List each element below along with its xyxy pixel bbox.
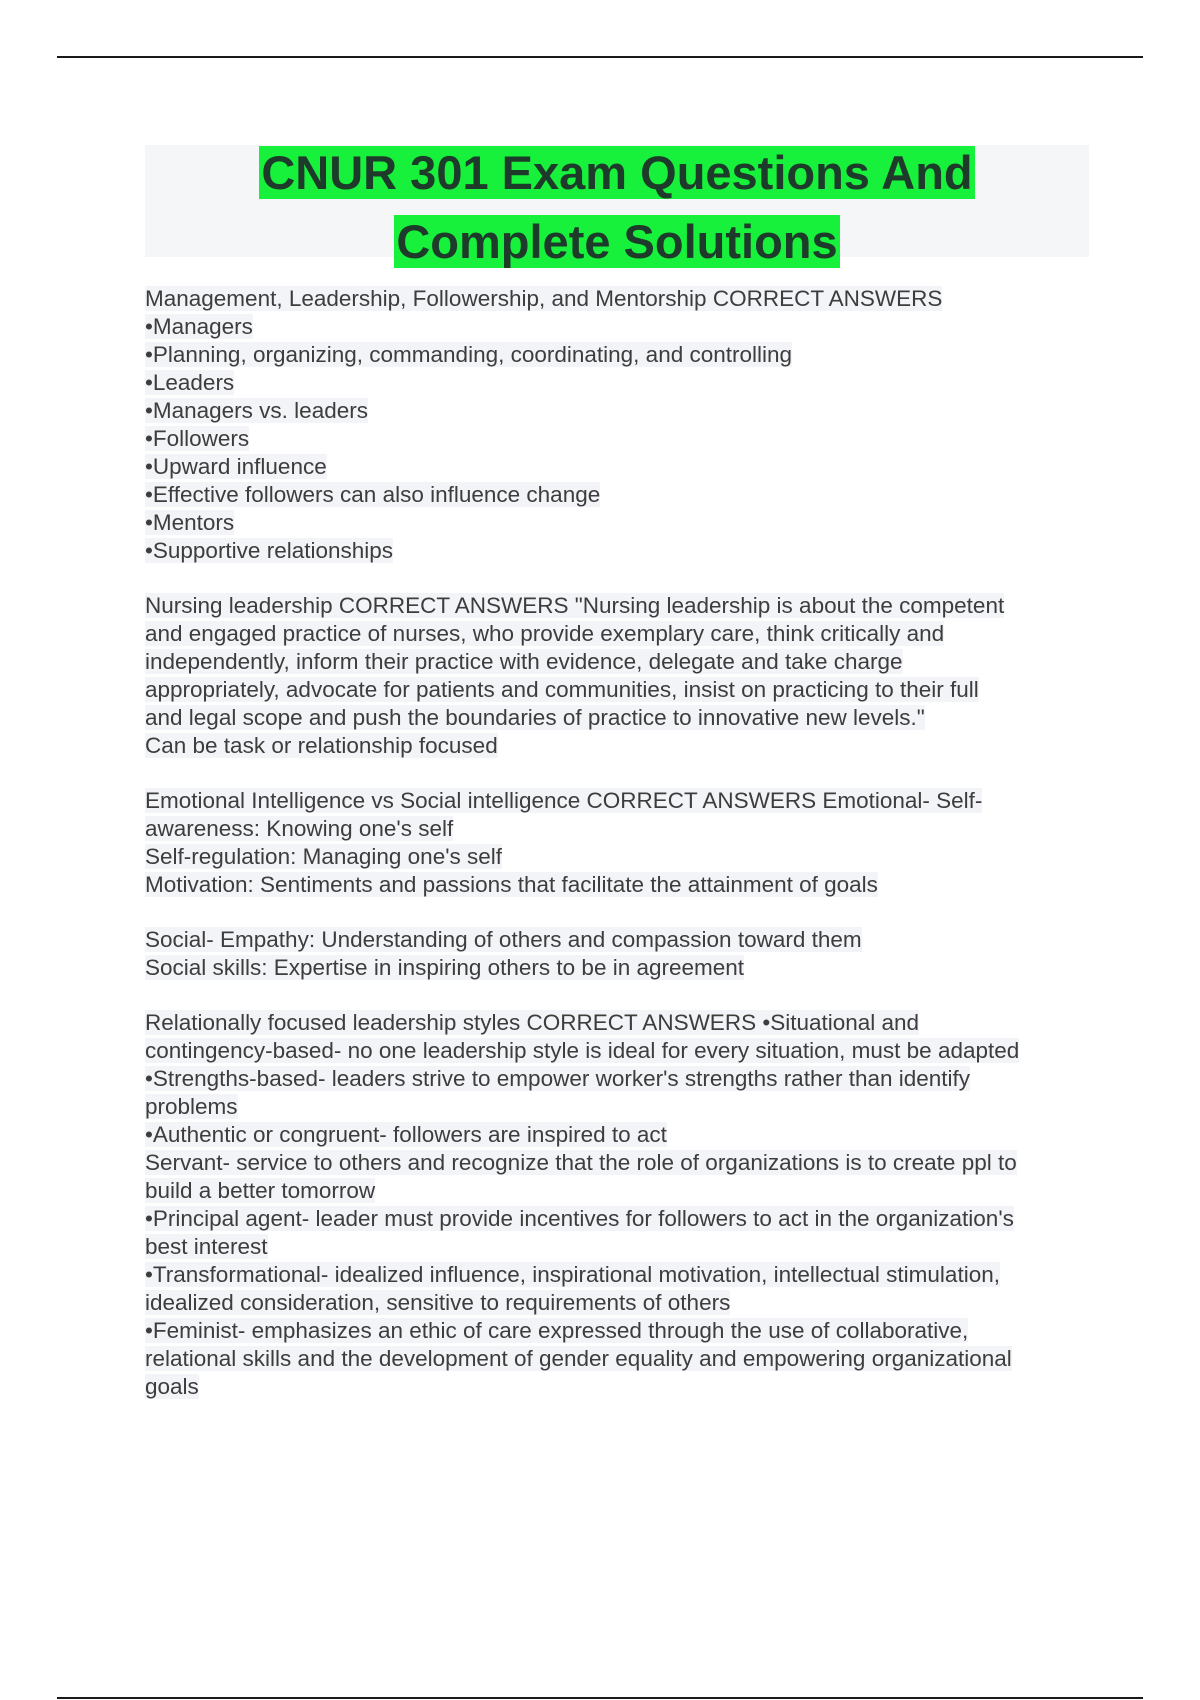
text-line <box>145 1289 1095 1317</box>
text-line <box>145 537 1095 565</box>
text-line <box>145 341 1095 369</box>
text-line <box>145 1261 1095 1289</box>
text-line-content: awareness: Knowing one's self <box>145 816 454 841</box>
text-line-content: •Managers <box>145 314 253 339</box>
text-line <box>145 676 1095 704</box>
text-line <box>145 369 1095 397</box>
text-line <box>145 592 1095 620</box>
text-line-content: •Supportive relationships <box>145 538 394 563</box>
text-line-content: •Authentic or congruent- followers are inspired to act <box>145 1122 667 1147</box>
text-line-content: relational skills and the development of gender equality and empowering organizational <box>145 1346 1012 1371</box>
text-line <box>145 1065 1095 1093</box>
text-line <box>145 954 1095 982</box>
text-line <box>145 620 1095 648</box>
text-line-content: Self-regulation: Managing one's self <box>145 844 503 869</box>
text-line <box>145 1149 1095 1177</box>
text-line-content: and engaged practice of nurses, who provide exemplary care, think critically and <box>145 621 945 646</box>
text-line-content: •Effective followers can also influence change <box>145 482 601 507</box>
title-block <box>145 145 1089 268</box>
text-line <box>145 926 1095 954</box>
text-line-content: Nursing leadership CORRECT ANSWERS "Nursing leadership is about the competent <box>145 593 1005 618</box>
text-line-content: Management, Leadership, Followership, and Mentorship CORRECT ANSWERS <box>145 286 943 311</box>
text-line-content: best interest <box>145 1234 268 1259</box>
text-line <box>145 1093 1095 1121</box>
text-line <box>145 787 1095 815</box>
qa-block <box>145 787 1095 899</box>
text-line-content: •Principal agent- leader must provide incentives for followers to act in the organization's <box>145 1206 1014 1231</box>
qa-block <box>145 1009 1095 1401</box>
bottom-rule <box>57 1697 1143 1699</box>
text-line-content: Social- Empathy: Understanding of others and compassion toward them <box>145 927 862 952</box>
text-line <box>145 1317 1095 1345</box>
text-line-content: contingency-based- no one leadership style is ideal for every situation, must be adapted <box>145 1038 1020 1063</box>
text-line-content: •Transformational- idealized influence, inspirational motivation, intellectual stimulation, <box>145 1262 1000 1287</box>
qa-block <box>145 926 1095 982</box>
text-line <box>145 1233 1095 1261</box>
text-line <box>145 1373 1095 1401</box>
text-line-content: •Planning, organizing, commanding, coordinating, and controlling <box>145 342 793 367</box>
text-line <box>145 1177 1095 1205</box>
text-line-content: and legal scope and push the boundaries of practice to innovative new levels." <box>145 705 925 730</box>
text-line <box>145 648 1095 676</box>
qa-block <box>145 285 1095 565</box>
text-line-content: •Feminist- emphasizes an ethic of care expressed through the use of collaborative, <box>145 1318 969 1343</box>
text-line-content: Relationally focused leadership styles CORRECT ANSWERS •Situational and <box>145 1010 920 1035</box>
text-line-content: •Managers vs. leaders <box>145 398 368 423</box>
text-line <box>145 313 1095 341</box>
title-line-2: Complete Solutions <box>396 215 838 268</box>
text-line-content: •Leaders <box>145 370 235 395</box>
text-line <box>145 453 1095 481</box>
text-line-content: •Upward influence <box>145 454 327 479</box>
text-line <box>145 481 1095 509</box>
text-line-content: goals <box>145 1374 199 1399</box>
text-line <box>145 425 1095 453</box>
qa-block <box>145 592 1095 760</box>
text-line <box>145 509 1095 537</box>
text-line <box>145 732 1095 760</box>
text-line-content: •Mentors <box>145 510 235 535</box>
text-line <box>145 1345 1095 1373</box>
text-line-content: •Followers <box>145 426 250 451</box>
text-line-content: appropriately, advocate for patients and communities, insist on practicing to their full <box>145 677 979 702</box>
text-line <box>145 871 1095 899</box>
text-line-content: independently, inform their practice with evidence, delegate and take charge <box>145 649 903 674</box>
document-title <box>145 144 1089 282</box>
text-line <box>145 843 1095 871</box>
text-line-content: •Strengths-based- leaders strive to empower worker's strengths rather than identify <box>145 1066 971 1091</box>
top-rule <box>57 56 1143 58</box>
text-line <box>145 815 1095 843</box>
text-line-content: Servant- service to others and recognize that the role of organizations is to create ppl to <box>145 1150 1017 1175</box>
text-line-content: Social skills: Expertise in inspiring others to be in agreement <box>145 955 745 980</box>
text-line-content: problems <box>145 1094 238 1119</box>
text-line-content: Motivation: Sentiments and passions that facilitate the attainment of goals <box>145 872 878 897</box>
title-line-1: CNUR 301 Exam Questions And <box>261 146 973 199</box>
text-line-content: idealized consideration, sensitive to requirements of others <box>145 1290 731 1315</box>
text-line <box>145 1205 1095 1233</box>
text-line <box>145 704 1095 732</box>
document-body <box>145 285 1095 1428</box>
text-line <box>145 1037 1095 1065</box>
text-line-content: build a better tomorrow <box>145 1178 376 1203</box>
text-line <box>145 1121 1095 1149</box>
text-line-content: Can be task or relationship focused <box>145 733 498 758</box>
text-line <box>145 1009 1095 1037</box>
text-line <box>145 397 1095 425</box>
text-line <box>145 285 1095 313</box>
text-line-content: Emotional Intelligence vs Social intelligence CORRECT ANSWERS Emotional- Self- <box>145 788 983 813</box>
